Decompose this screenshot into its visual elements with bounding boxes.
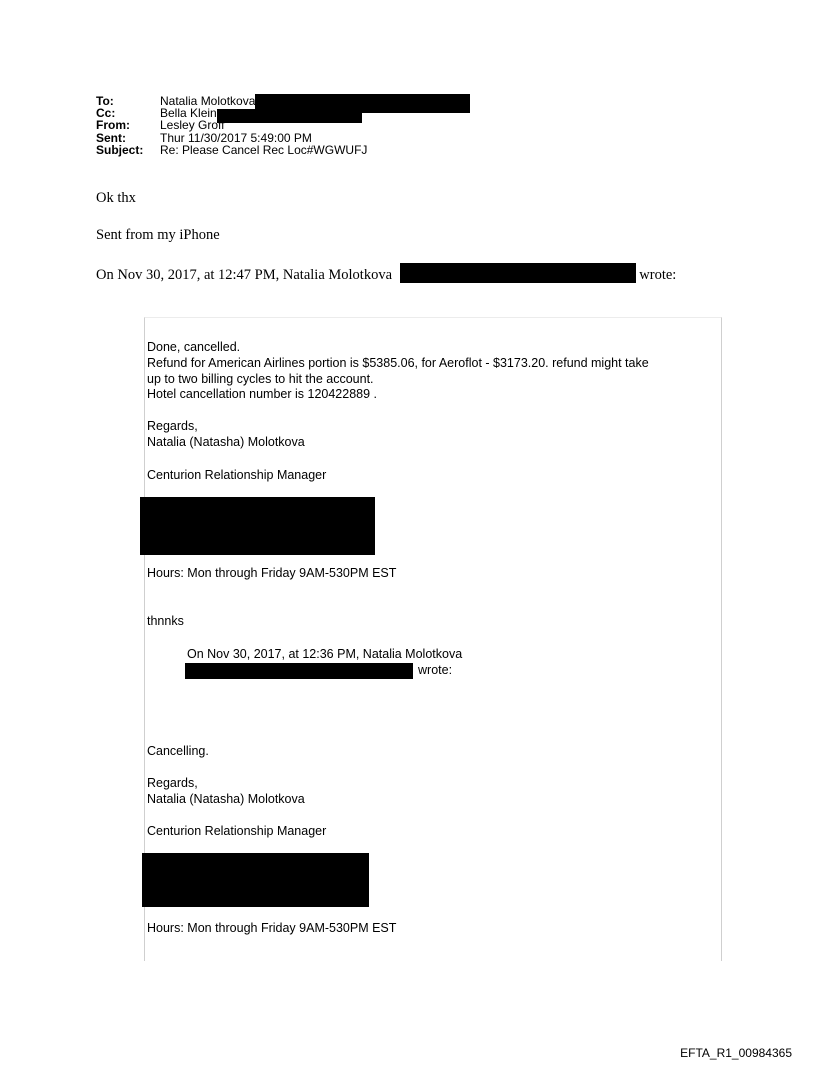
quoted-line: Refund for American Airlines portion is $5385.06, for Aeroflot - $3173.20. refund might take [147,356,649,370]
nested-wrote: wrote: [418,663,453,677]
to-value: Natalia Molotkova [160,94,256,108]
subject-value: Re: Please Cancel Rec Loc#WGWUFJ [160,142,368,157]
cc-label: Cc: [96,106,116,121]
from-value: Lesley Groff [160,118,225,133]
quoted-line: Done, cancelled. [147,340,241,354]
subject-label: Subject: [96,142,144,157]
cc-value: Bella Klein [160,106,217,121]
quoted-line: up to two billing cycles to hit the account. [147,372,374,386]
from-label: From: [96,118,130,133]
regards-text: Regards, [147,776,198,790]
document-id: EFTA_R1_00984365 [680,1046,792,1060]
attribution-suffix: wrote: [639,267,677,283]
reply-text: Ok thx [96,190,136,206]
to-row [96,95,470,107]
redaction-block [142,853,369,907]
sender-name: Natalia (Natasha) Molotkova [147,792,305,806]
nested-attribution: On Nov 30, 2017, at 12:36 PM, Natalia Molotkova [187,647,463,661]
to-label: To: [96,94,114,108]
thanks-text: thnnks [147,614,184,628]
regards-text: Regards, [147,419,198,433]
reply-attribution [96,263,676,284]
sender-name: Natalia (Natasha) Molotkova [147,435,305,449]
hours-text: Hours: Mon through Friday 9AM-530PM EST [147,921,397,935]
sender-title: Centurion Relationship Manager [147,824,327,838]
email-header [96,95,470,156]
sent-row [96,132,470,144]
attribution-prefix: On Nov 30, 2017, at 12:47 PM, Natalia Molotkova [96,267,393,283]
hours-text: Hours: Mon through Friday 9AM-530PM EST [147,566,397,580]
quoted-line: Hotel cancellation number is 120422889 . [147,387,378,401]
sent-label: Sent: [96,130,126,145]
sent-value: Thur 11/30/2017 5:49:00 PM [160,130,312,145]
redaction-bar [217,109,362,123]
subject-row [96,144,470,156]
redaction-block [140,497,375,555]
cancelling-text: Cancelling. [147,744,209,758]
redaction-bar [185,663,413,679]
redaction-bar [400,263,636,283]
iphone-signature: Sent from my iPhone [96,227,220,243]
sender-title: Centurion Relationship Manager [147,468,327,482]
